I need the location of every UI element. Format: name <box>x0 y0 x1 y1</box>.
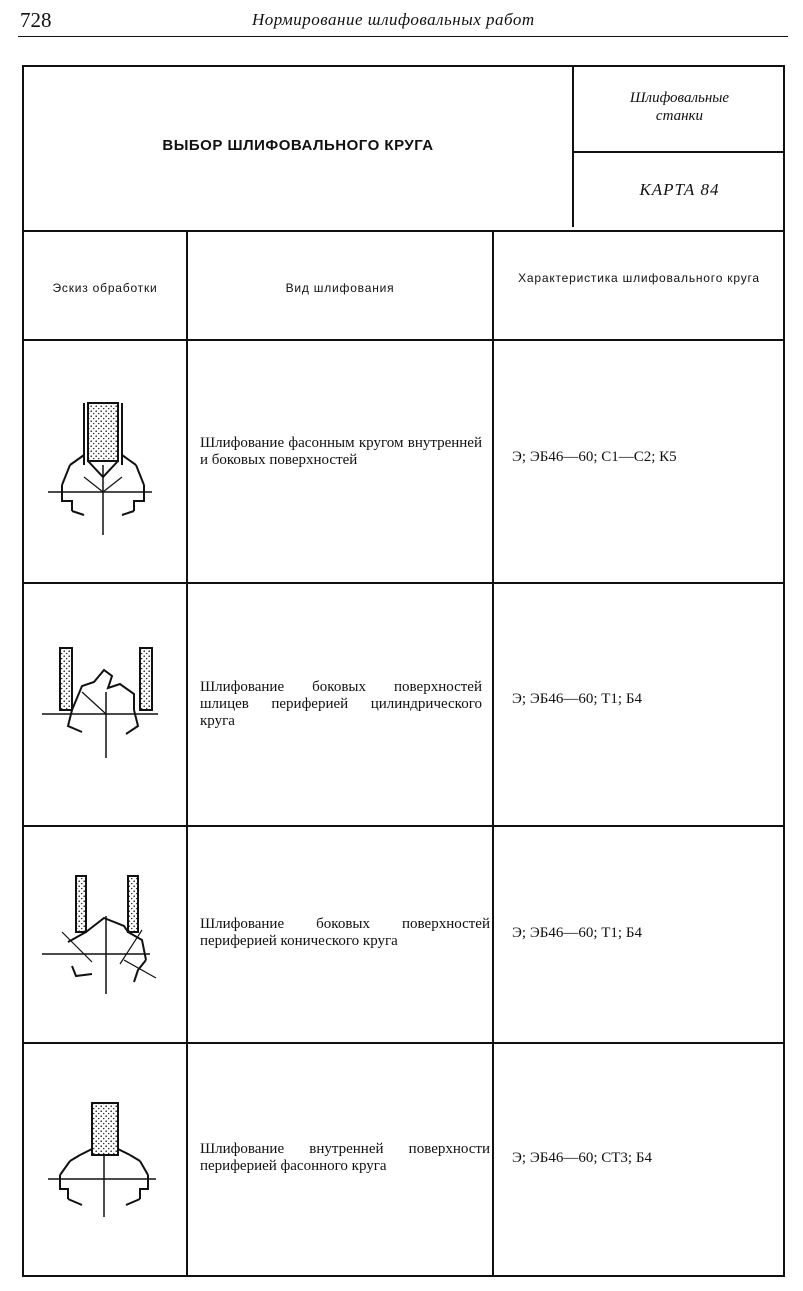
row-3-description: Шлифование боковых поверхностей периферией конического круга <box>200 916 490 949</box>
page-header <box>0 0 803 40</box>
row-3-spec: Э; ЭБ46—60; Т1; Б4 <box>512 925 642 941</box>
header-rule <box>18 36 788 37</box>
sketch-conical-wheel-side-surfaces <box>38 870 163 1000</box>
card-title: ВЫБОР ШЛИФОВАЛЬНОГО КРУГА <box>162 137 434 154</box>
column-divider-1 <box>186 232 188 1275</box>
header-bottom-rule <box>24 339 783 341</box>
row-1-description: Шлифование фасонным кругом внутренней и боковых поверхностей <box>200 435 482 468</box>
row-separator-3 <box>24 1042 783 1044</box>
running-title: Нормирование шлифовальных работ <box>252 10 535 29</box>
sketch-shaped-wheel-internal-surface <box>40 1095 160 1220</box>
row-2-description: Шлифование боковых поверхностей шлицев периферией цилиндрического круга <box>200 679 482 729</box>
page-number: 728 <box>20 8 52 32</box>
column-divider-2 <box>492 232 494 1275</box>
row-1-spec: Э; ЭБ46—60; С1—С2; К5 <box>512 449 677 465</box>
machine-type: Шлифовальные станки <box>629 90 730 124</box>
machine-divider <box>572 151 785 153</box>
sketch-shaped-wheel-internal-side <box>40 395 160 540</box>
row-separator-1 <box>24 582 783 584</box>
row-2-spec: Э; ЭБ46—60; Т1; Б4 <box>512 691 642 707</box>
sketch-cylindrical-wheel-spline-sides <box>38 640 163 765</box>
row-4-description: Шлифование внутренней поверхности периферией фасонного круга <box>200 1141 490 1174</box>
row-separator-2 <box>24 825 783 827</box>
row-4-spec: Э; ЭБ46—60; СТ3; Б4 <box>512 1150 652 1166</box>
column-header-sketch: Эскиз обработки <box>52 281 158 295</box>
column-header-grinding-type: Вид шлифования <box>285 281 395 295</box>
column-header-wheel-spec: Характеристика шлифовального круга <box>518 271 760 285</box>
card-number: КАРТА 84 <box>639 180 720 199</box>
title-bottom-rule <box>24 230 783 232</box>
